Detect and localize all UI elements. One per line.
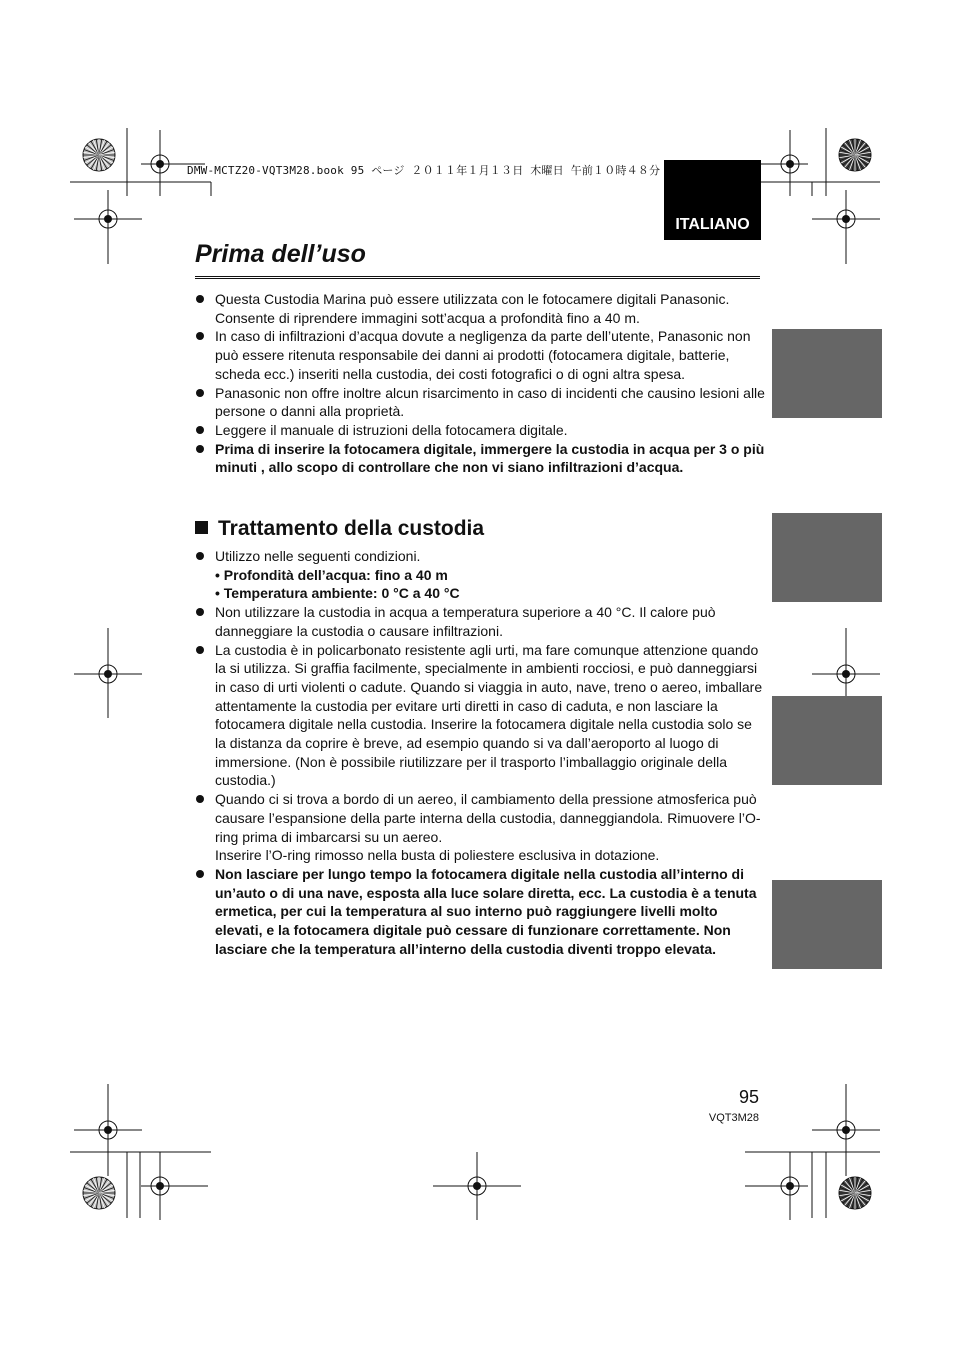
side-thumb-tab-3: [772, 696, 882, 785]
page-number: 95: [738, 1087, 759, 1107]
title-rule: [195, 276, 760, 279]
condition-temperature: • Temperatura ambiente: 0 °C a 40 °C: [215, 585, 460, 602]
usage-intro: Utilizzo nelle seguenti condizioni.: [215, 548, 421, 564]
pressure-warning: Quando ci si trova a bordo di un aereo, il cambiamento della pressione atmosferica può causare l’espansione della parte interna della custodia, danneggiandola. Rimuovere l’O-ring prima di imbarcarsi su un aereo.: [215, 791, 761, 845]
section-heading: [195, 517, 484, 541]
star-target-icon: [83, 1177, 115, 1209]
list-item: [195, 547, 765, 603]
language-tab: ITALIANO: [664, 160, 761, 240]
section-heading-text: Trattamento della custodia: [218, 517, 485, 540]
page-title: Prima dell’uso: [195, 240, 366, 268]
list-item: Non utilizzare la custodia in acqua a temperatura superiore a 40 °C. Il calore può danneggiare la custodia o causare infiltrazioni.: [195, 603, 765, 640]
intro-list: [195, 290, 765, 477]
side-thumb-tab-2: [772, 513, 882, 602]
list-item: Prima di inserire la fotocamera digitale, immergere la custodia in acqua per 3 o più minuti , allo scopo di controllare che non vi siano infiltrazioni d’acqua.: [195, 440, 765, 477]
o-ring-note: Inserire l’O-ring rimosso nella busta di poliestere esclusiva in dotazione.: [215, 847, 660, 864]
doc-code: VQT3M28: [708, 1112, 759, 1124]
side-thumb-tab-4: [772, 880, 882, 969]
list-item: Non lasciare per lungo tempo la fotocamera digitale nella custodia all’interno di un’auto o di una nave, esposta alla luce solare diretta, ecc. La custodia è a tenuta ermetica, per cui la temperatura al suo interno può raggiungere livelli molto elevati, e la fotocamera digitale può cessare di funzionare correttamente. Non lasciare che la temperatura all’interno della custodia diventi troppo elevata.: [195, 865, 765, 959]
care-list: [195, 547, 765, 958]
side-thumb-tab-1: [772, 329, 882, 418]
star-target-icon: [839, 139, 871, 171]
book-file-header: DMW-MCTZ20-VQT3M28.book 95 ページ ２０１１年１月１３日 木曜日 午前１０時４８分: [187, 164, 661, 177]
square-bullet-icon: [195, 521, 208, 534]
list-item: La custodia è in policarbonato resistente agli urti, ma fare comunque attenzione quando la si utilizza. Si graffia facilmente, specialmente in ambienti rocciosi, e può danneggiarsi in caso di urti violenti o cadute. Quando si viaggia in auto, nave, treno o aereo, imballare attentamente la custodia per evitare urti diretti in caso di caduta, e non lasciare la fotocamera digitale nella custodia. Inserire la fotocamera digitale nella custodia solo se la distanza da coprire è breve, ad esempio quando si va dall’aeroporto al luogo di immersione. (Non è possibile riutilizzare per il trasporto l’imballaggio originale della custodia.): [195, 641, 765, 791]
condition-depth: • Profondità dell’acqua: fino a 40 m: [215, 566, 448, 583]
list-item: Leggere il manuale di istruzioni della fotocamera digitale.: [195, 421, 765, 440]
list-item: In caso di infiltrazioni d’acqua dovute a negligenza da parte dell’utente, Panasonic non può essere ritenuta responsabile dei danni ai prodotti (fotocamera digitale, batterie, scheda ecc.) inseriti nella custodia, dei costi fotografici o di ogni altra spesa.: [195, 327, 765, 383]
star-target-icon: [83, 139, 115, 171]
list-item: [195, 790, 765, 865]
star-target-icon: [839, 1177, 871, 1209]
list-item: Panasonic non offre inoltre alcun risarcimento in caso di incidenti che causino lesioni alle persone o danni alla proprietà.: [195, 384, 765, 421]
list-item: Questa Custodia Marina può essere utilizzata con le fotocamere digitali Panasonic. Consente di riprendere immagini sott’acqua a profondità fino a 40 m.: [195, 290, 765, 327]
